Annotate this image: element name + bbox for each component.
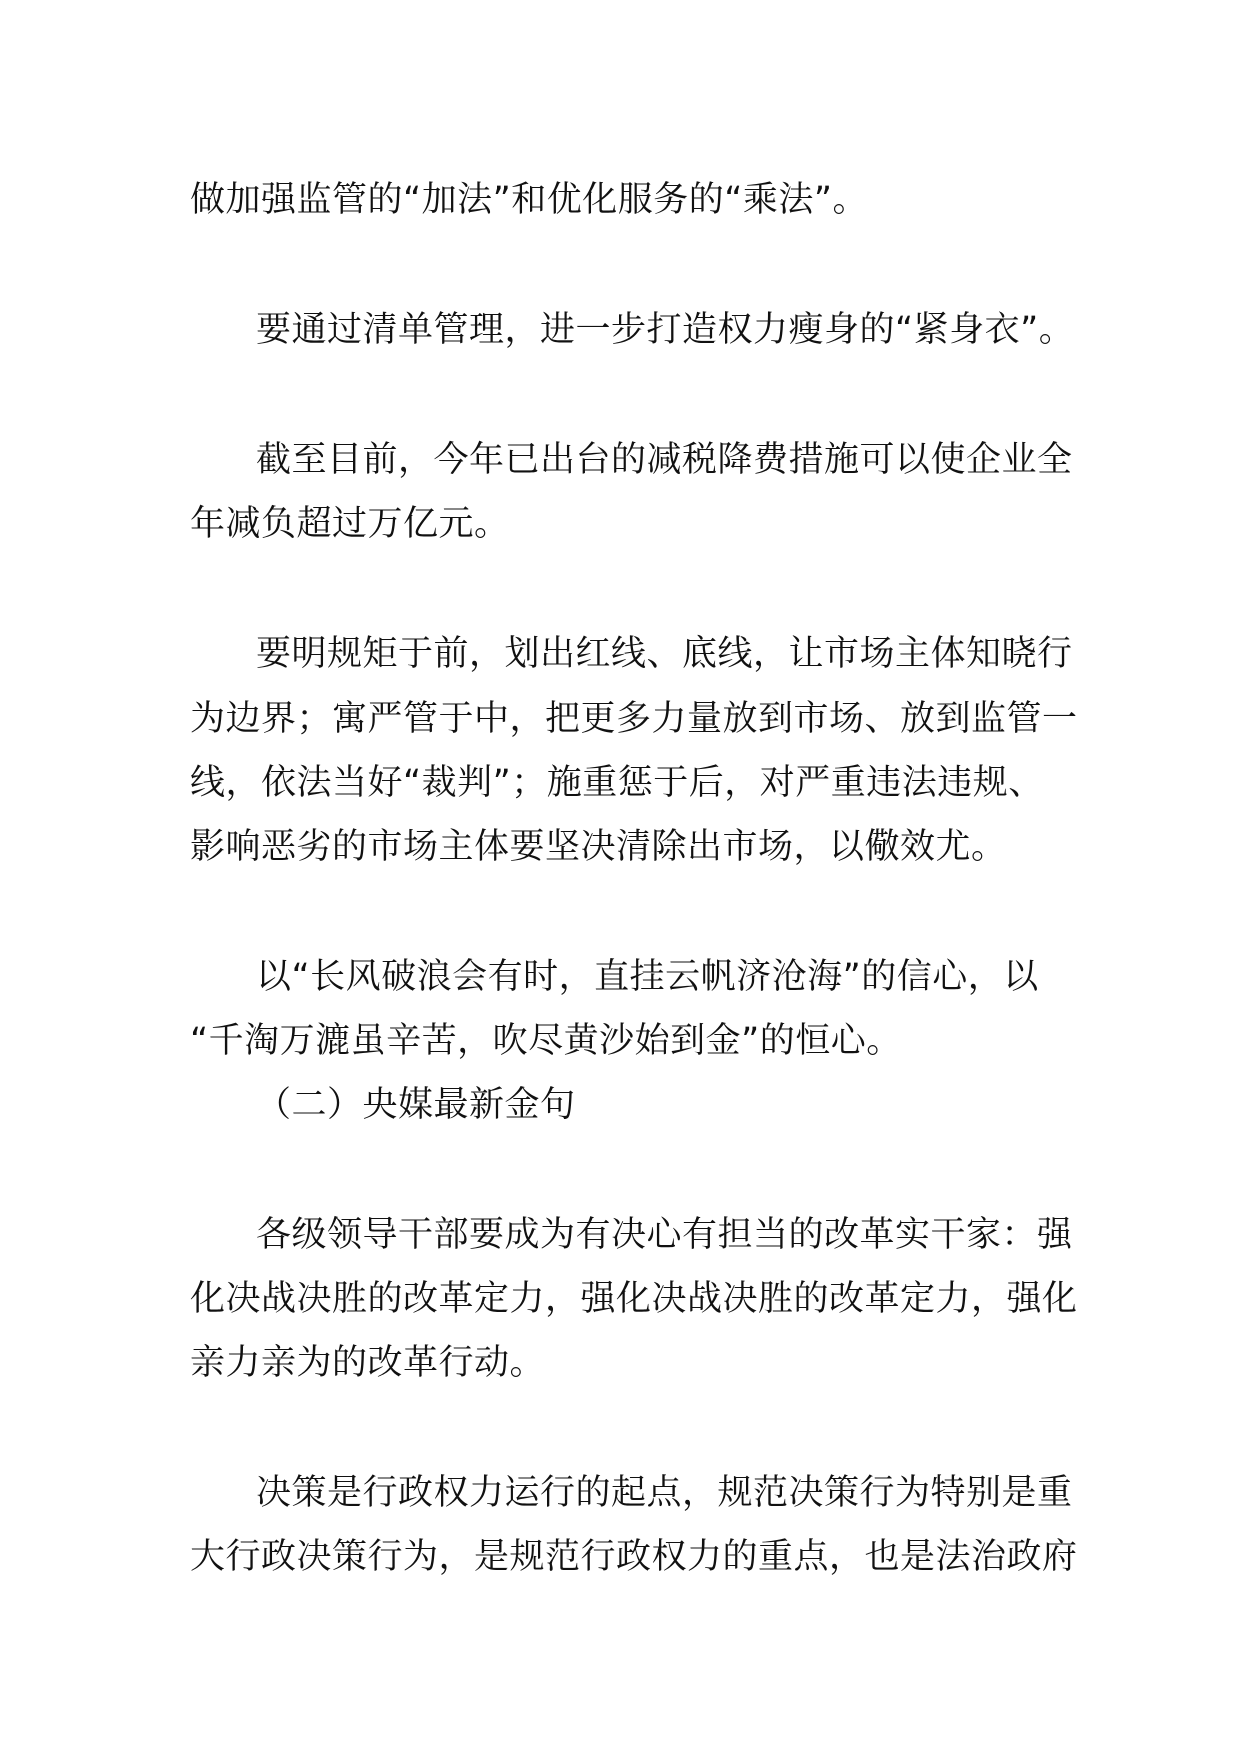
paragraph-line: 各级领导干部要成为有决心有担当的改革实干家：强	[256, 1215, 1073, 1255]
paragraph-line: 影响恶劣的市场主体要坚决清除出市场，以儆效尤。	[190, 827, 1007, 867]
paragraph-line: 决策是行政权力运行的起点，规范决策行为特别是重	[256, 1473, 1073, 1513]
paragraph-line: 截至目前，今年已出台的减税降费措施可以使企业全	[256, 440, 1073, 480]
section-heading: （二）央媒最新金句	[256, 1085, 576, 1125]
paragraph-line: 年减负超过万亿元。	[190, 504, 510, 544]
paragraph-line: 亲力亲为的改革行动。	[190, 1343, 546, 1383]
paragraph-line: 大行政决策行为，是规范行政权力的重点，也是法治政府	[190, 1537, 1078, 1577]
paragraph-line: 为边界；寓严管于中，把更多力量放到市场、放到监管一	[190, 699, 1078, 739]
paragraph-line: “千淘万漉虽辛苦，吹尽黄沙始到金”的恒心。	[190, 1021, 902, 1061]
paragraph-line: 线，依法当好“裁判”；施重惩于后，对严重违法违规、	[190, 763, 1044, 803]
paragraph-line: 要通过清单管理，进一步打造权力瘦身的“紧身衣”。	[256, 310, 1075, 350]
paragraph-line: 做加强监管的“加法”和优化服务的“乘法”。	[190, 180, 869, 220]
paragraph-line: 化决战决胜的改革定力，强化决战决胜的改革定力，强化	[190, 1279, 1078, 1319]
paragraph-line: 以“长风破浪会有时，直挂云帆济沧海”的信心，以	[256, 957, 1039, 997]
paragraph-line: 要明规矩于前，划出红线、底线，让市场主体知晓行	[256, 634, 1073, 674]
